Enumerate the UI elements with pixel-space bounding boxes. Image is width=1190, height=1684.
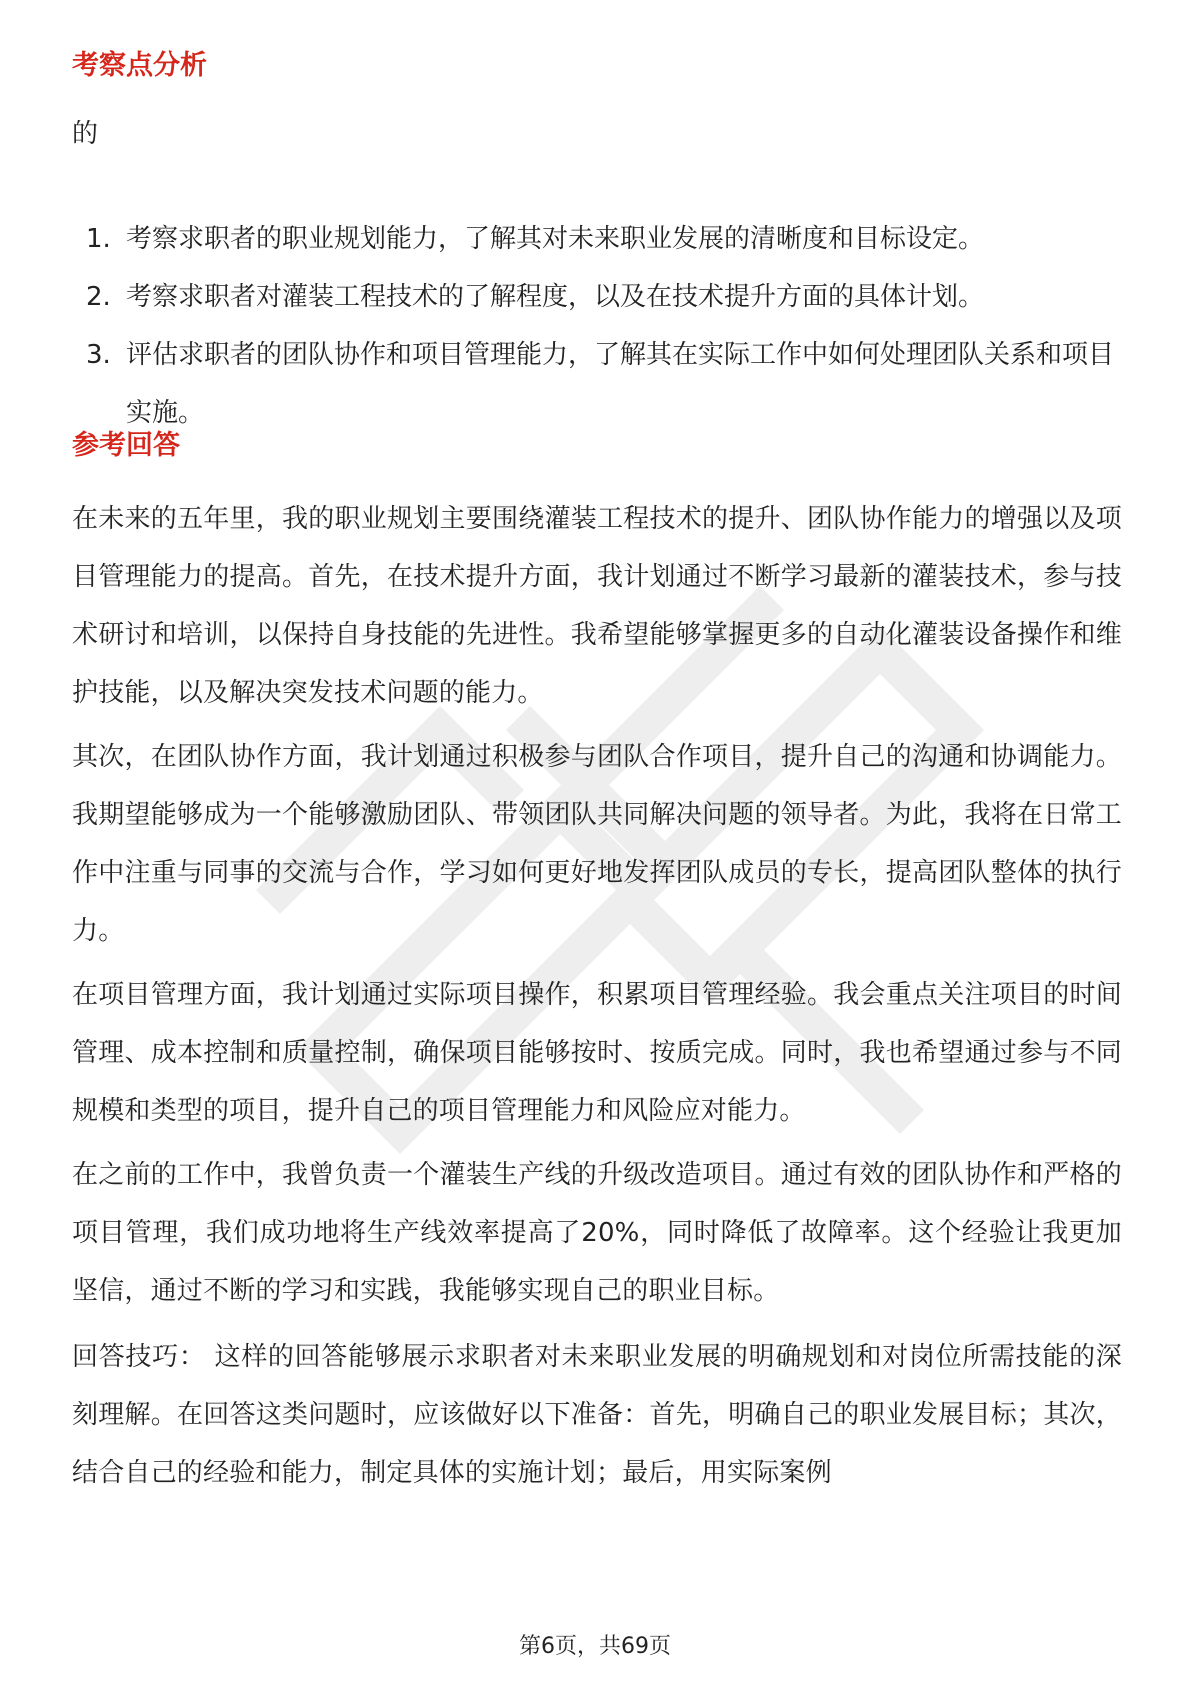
list-item-text: 考察求职者对灌装工程技术的了解程度，以及在技术提升方面的具体计划。 <box>126 282 985 312</box>
page-footer: 第6页，共69页 <box>519 1634 671 1659</box>
answer-paragraph: 在之前的工作中，我曾负责一个灌装生产线的升级改造项目。通过有效的团队协作和严格的项目管理，我们成功地将生产线效率提高了20%，同时降低了故障率。这个经验让我更加坚信，通过不断的学习和实践，我能够实现自己的职业目标。 <box>72 1160 1122 1306</box>
analysis-intro: 的 <box>72 119 99 149</box>
analysis-heading: 考察点分析 <box>72 50 207 81</box>
list-item <box>72 210 1132 268</box>
list-item-text: 考察求职者的职业规划能力，了解其对未来职业发展的清晰度和目标设定。 <box>126 224 985 254</box>
analysis-points-list <box>72 210 1132 442</box>
tips-paragraph: 回答技巧： 这样的回答能够展示求职者对未来职业发展的明确规划和对岗位所需技能的深刻理解。在回答这类问题时，应该做好以下准备：首先，明确自己的职业发展目标；其次，结合自己的经验和能力，制定具体的实施计划；最后，用实际案例 <box>72 1342 1123 1488</box>
list-item-number: 1. <box>86 224 111 254</box>
list-item-text: 评估求职者的团队协作和项目管理能力，了解其在实际工作中如何处理团队关系和项目实施。 <box>126 340 1115 428</box>
list-item-number: 2. <box>86 282 111 312</box>
list-item <box>72 268 1132 326</box>
answer-paragraph: 其次，在团队协作方面，我计划通过积极参与团队合作项目，提升自己的沟通和协调能力。我期望能够成为一个能够激励团队、带领团队共同解决问题的领导者。为此，我将在日常工作中注重与同事的交流与合作，学习如何更好地发挥团队成员的专长，提高团队整体的执行力。 <box>72 742 1122 946</box>
answer-paragraph: 在项目管理方面，我计划通过实际项目操作，积累项目管理经验。我会重点关注项目的时间管理、成本控制和质量控制，确保项目能够按时、按质完成。同时，我也希望通过参与不同规模和类型的项目，提升自己的项目管理能力和风险应对能力。 <box>72 980 1122 1126</box>
answer-heading: 参考回答 <box>72 430 180 461</box>
list-item-number: 3. <box>86 340 111 370</box>
list-item <box>72 326 1132 442</box>
answer-paragraph: 在未来的五年里，我的职业规划主要围绕灌装工程技术的提升、团队协作能力的增强以及项目管理能力的提高。首先，在技术提升方面，我计划通过不断学习最新的灌装技术，参与技术研讨和培训，以保持自身技能的先进性。我希望能够掌握更多的自动化灌装设备操作和维护技能，以及解决突发技术问题的能力。 <box>72 504 1122 708</box>
